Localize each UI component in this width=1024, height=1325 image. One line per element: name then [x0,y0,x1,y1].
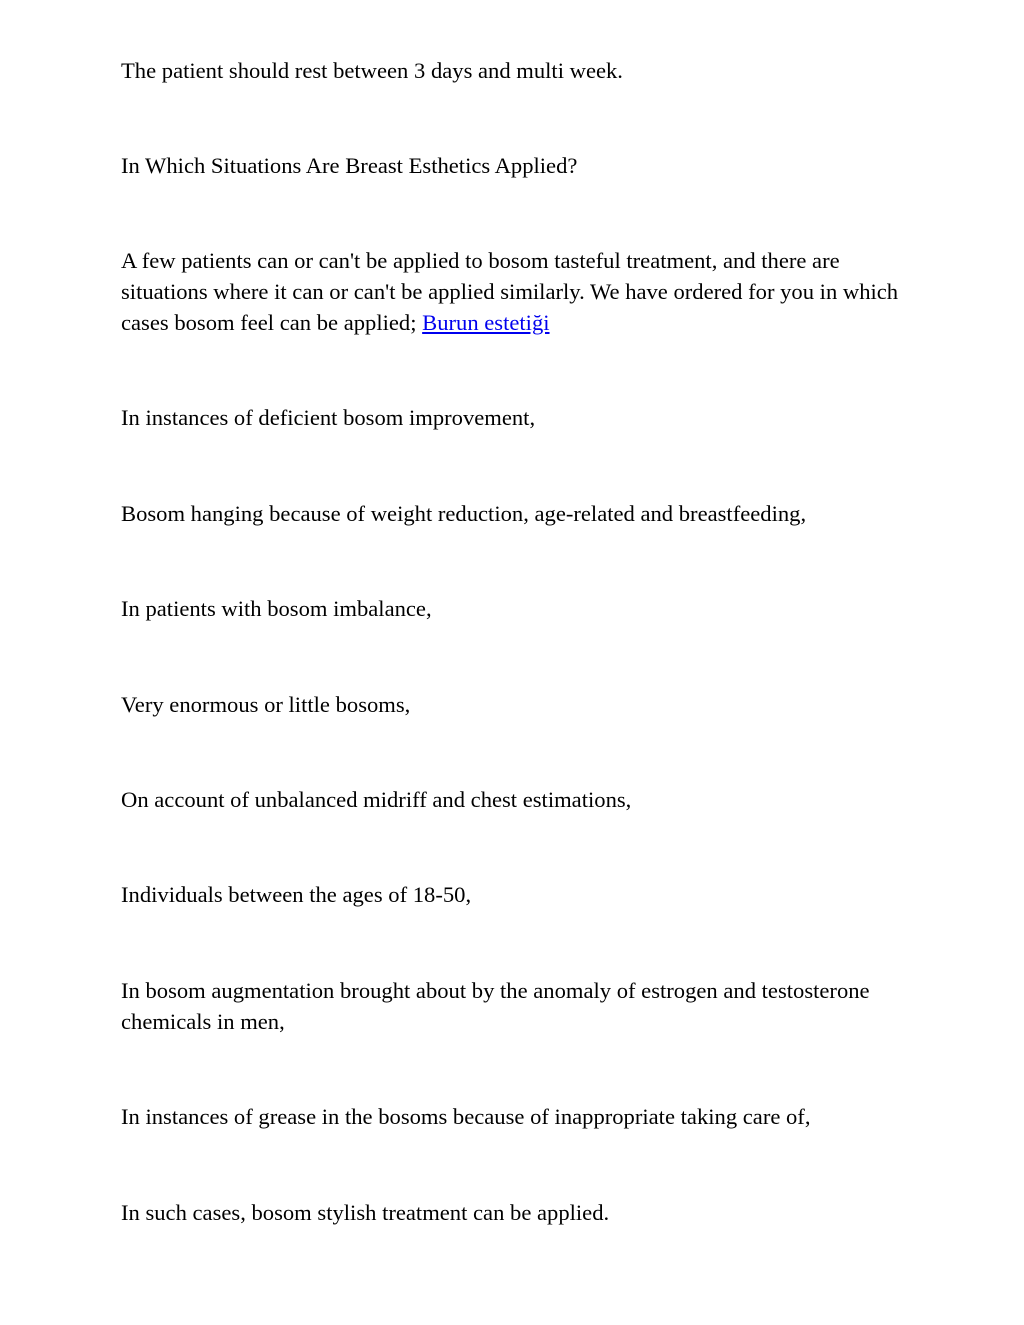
burun-estetigi-link[interactable]: Burun estetiği [422,310,550,335]
list-item: Individuals between the ages of 18-50, [121,882,472,907]
list-item: Bosom hanging because of weight reduction, age-related and breastfeeding, [121,501,807,526]
paragraph-rest-period: The patient should rest between 3 days and multi week. [121,58,623,83]
list-item: In instances of grease in the bosoms because of inappropriate taking care of, [121,1104,811,1129]
paragraph-conclusion: In such cases, bosom stylish treatment can be applied. [121,1200,610,1225]
list-item: In patients with bosom imbalance, [121,596,432,621]
list-item: Very enormous or little bosoms, [121,692,411,717]
list-item: In instances of deficient bosom improvement, [121,405,536,430]
paragraph-intro [121,245,911,338]
list-item: In bosom augmentation brought about by the anomaly of estrogen and testosterone chemicals in men, [121,978,870,1034]
paragraph-intro-text: A few patients can or can't be applied to bosom tasteful treatment, and there are situations where it can or can't be applied similarly. We have ordered for you in which cases bosom feel can be applied; [121,248,899,335]
list-item: On account of unbalanced midriff and chest estimations, [121,787,632,812]
section-heading: In Which Situations Are Breast Esthetics Applied? [121,153,578,178]
